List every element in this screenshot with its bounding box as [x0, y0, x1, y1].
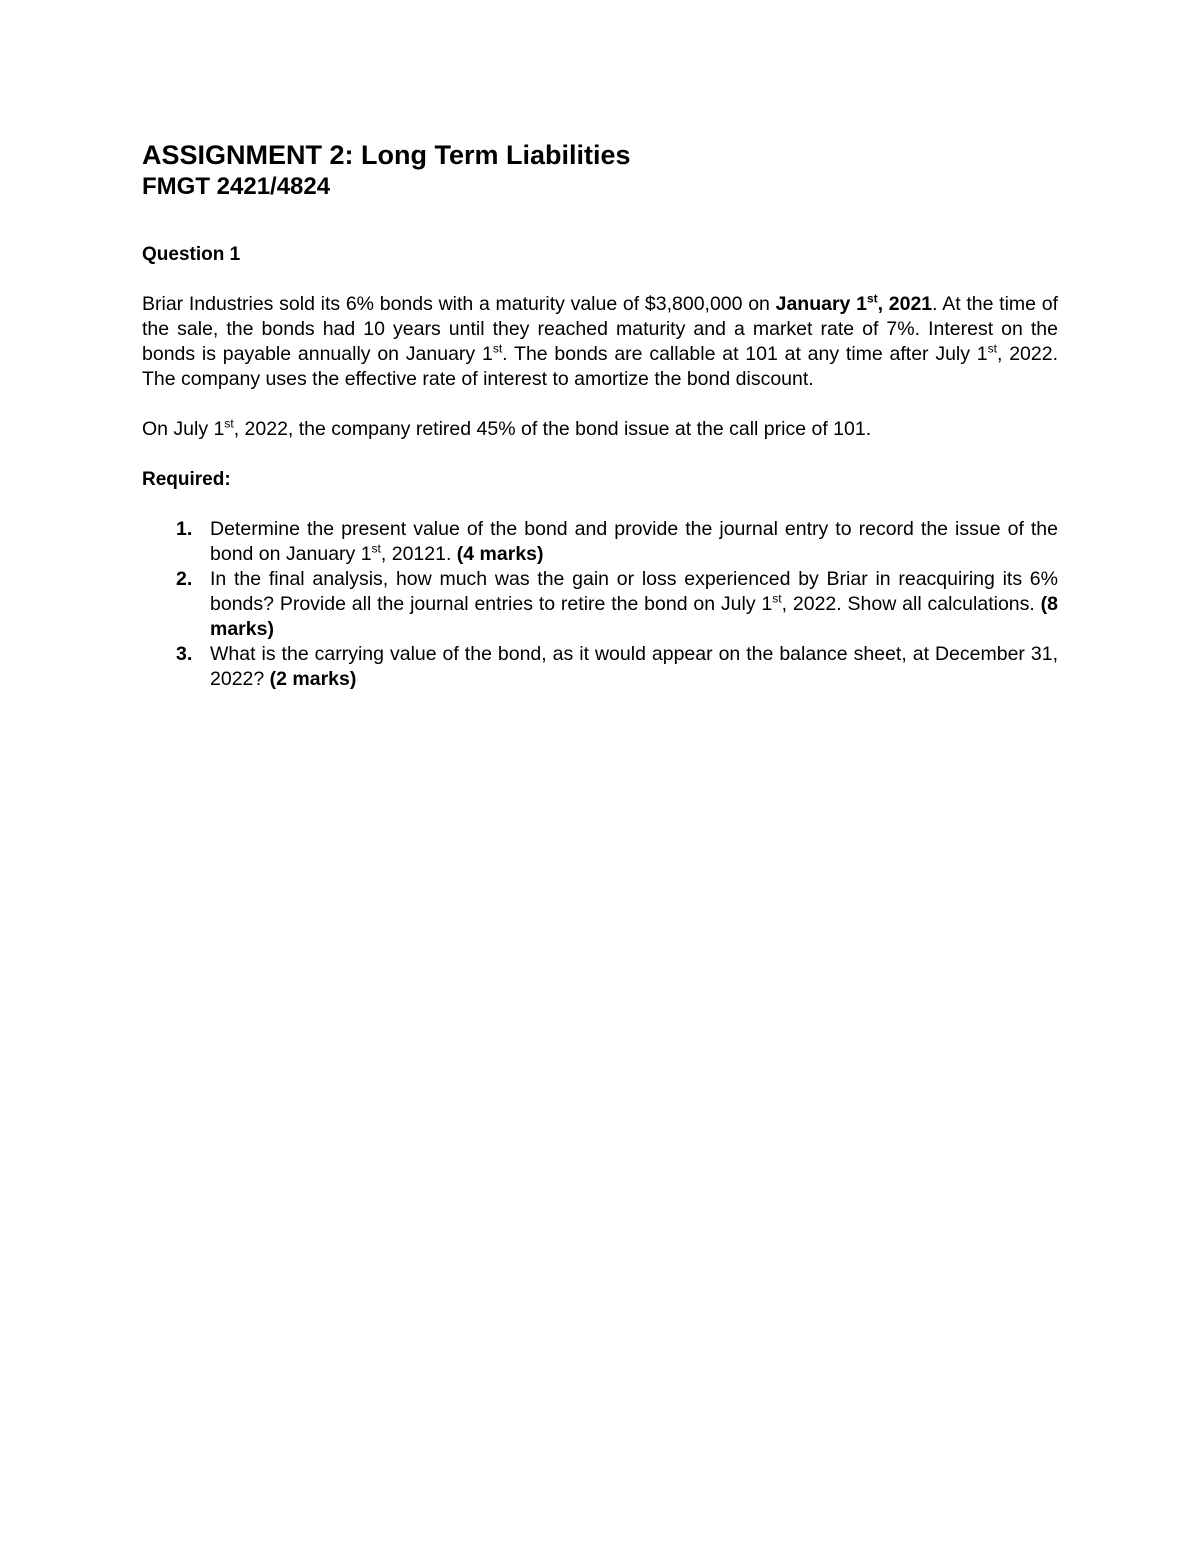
retirement-paragraph [142, 417, 1058, 442]
question-heading: Question 1 [142, 244, 241, 265]
marks-label: (4 marks) [456, 543, 544, 565]
question-paragraph [142, 292, 1058, 392]
ordinal-suffix: st [866, 291, 878, 306]
list-item [142, 642, 1058, 692]
item-text [210, 567, 1058, 642]
ordinal-suffix: st [224, 416, 234, 431]
item-text [210, 517, 1058, 567]
course-code: FMGT 2421/4824 [142, 173, 331, 200]
marks-label: (8 marks) [210, 593, 1058, 640]
ordinal-suffix: st [772, 591, 782, 606]
list-item [142, 567, 1058, 642]
list-item [142, 517, 1058, 567]
item-text-1: In the final analysis, how much was the gain or loss experienced by Briar in reacquiring its 6% bonds? Provide all the journal entries to retire the bond on July 1 [210, 568, 1058, 615]
para2-text-1: On July 1 [142, 418, 225, 440]
ordinal-suffix: st [492, 341, 503, 356]
item-number: 1. [176, 518, 193, 540]
required-list [142, 517, 1058, 692]
marks-label: (2 marks) [269, 668, 357, 690]
issue-date-year: , 2021 [877, 293, 933, 315]
item-text-1: Determine the present value of the bond and provide the journal entry to record the issue of the bond on January 1 [210, 518, 1058, 565]
item-text-2: , 2022. Show all calculations. [781, 593, 1041, 615]
ordinal-suffix: st [371, 541, 381, 556]
para2-text-2: , 2022, the company retired 45% of the bond issue at the call price of 101. [233, 418, 872, 440]
item-text-2: , 20121. [380, 543, 457, 565]
item-text-1: What is the carrying value of the bond, as it would appear on the balance sheet, at December 31, 2022? [210, 643, 1058, 690]
para1-text-1: Briar Industries sold its 6% bonds with a maturity value of $3,800,000 on [142, 293, 776, 315]
item-number: 2. [176, 568, 193, 590]
item-text [210, 642, 1058, 692]
document-page [142, 140, 1058, 692]
para1-text-4: , 2022. The company uses the effective rate of interest to amortize the bond discount. [142, 343, 1059, 390]
para1-text-3: . The bonds are callable at 101 at any time after July 1 [502, 343, 988, 365]
required-heading: Required: [142, 469, 231, 490]
issue-date-bold [776, 293, 933, 315]
ordinal-suffix: st [987, 341, 997, 356]
item-number: 3. [176, 643, 193, 665]
assignment-title: ASSIGNMENT 2: Long Term Liabilities [142, 140, 631, 170]
para1-text-2: . At the time of the sale, the bonds had 10 years until they reached maturity and a market rate of 7%. Interest on the bonds is payable annually on January 1 [142, 293, 1058, 365]
issue-date-month: January 1 [775, 293, 867, 315]
